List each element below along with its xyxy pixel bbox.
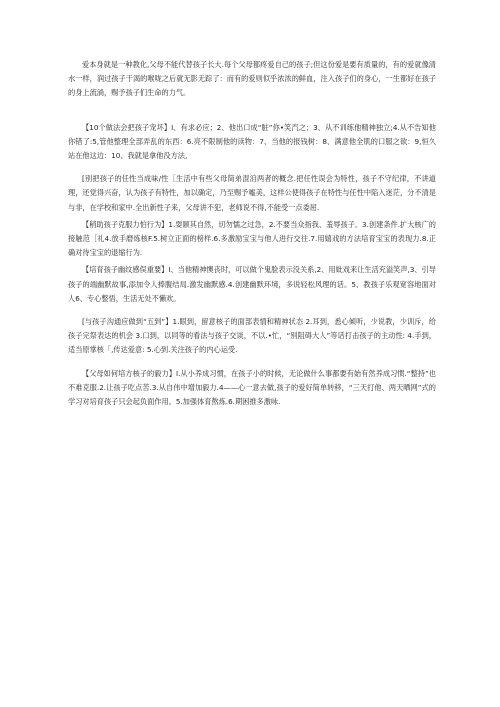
spacer <box>68 101 436 121</box>
paragraph-intro: 爱本身就是一种教化,父母不能代替孩子长大.每个父母都疼爱自己的孩子;但这份爱是要有质量的，有的爱就像清水一样，润过孩子干渴的喉咙之后就无影无踪了：而有的爱则似乎浓浓的鲜血，注入孩子们的身心，一生都好在孩子的身上流淌，赐予孩子们生命的力气。 <box>68 60 436 98</box>
paragraph-spoil-habits: 【10个做法会把孩子宠坏】I、有求必应；2、他出口成“脏”你•笑汽之；3、从不训练他精神独立;4.从不告知他你错了:5,管他整理全部弄乱的东西：6.亮不限制他的读物：7、当他的报钱树：8、满意他全肌的口服之欲：9,恒久站在他这边：10、我就是拿他没方法, <box>68 122 436 161</box>
spacer <box>68 306 436 315</box>
paragraph-perseverance: 【父母如何培方核子的毅力】I.从小养成习惯，在孩子小的时候，无论做什么事都要有始有然养成习惯.“整持”也不难克服.2.让孩子吃点苦.3.从自伟中增加毅力.4——心一意去做,孩子的爱好简单转移，“三天打他、两天晒网”式的学习对培育孩子只会起负面作用。5.加强体育熬炼.6.期困推多激咏. <box>68 368 436 407</box>
paragraph-five-tos: [与孩子沟通应做到“五到”】1.眼到，留意核子的面部表情和精神状态 2.耳到，悉心倾听，少说教，少训斥，给孩子完祭表达的机会 3.口到，以同等的看法与孩子交谈，不以.•忙，“别阻碍大人”等话打击孩子的主动性: 4.手到，适当原掌核「,传达爱意: 5.心到.关注孩子的内心运受. <box>68 317 436 355</box>
spacer <box>68 358 436 367</box>
spacer <box>68 163 436 172</box>
paragraph-willfulness: [别把孩子的任性当成味/性［生活中有些父母简弟混洎两者的概念.把任性误会为特性，孩子不守纪律，不讲道理，还觉得兴奋，认为孩子有特性，加以确定，乃至赐予嘘美，这样公使得孩子在特性与任性中陷入迷茫，分不清是与非，在学校和家中.全出新性子来，父母讲不犯，老师说不得,不能受一点委屈. <box>68 174 436 212</box>
document-body <box>68 58 436 409</box>
paragraph-overcome-fear: 【稍助孩子克服力怕行为】1.耍颐其自然，切勿懦之过急，2.不要当众指我、羞辱孩子。3.创建条件.扩大核广的接触范［礼4.放手磨炼核F.5.树立正面的榜样.6.多激励宝宝与他人进行交往.7.用嬉戏的方法培育宝宝的表现力.8.正确对待宝宝的退缩行为. <box>68 219 436 258</box>
paragraph-humor: 【培育孩子幽纹感俣重要】I、当他精神懊丧时，可以做个鬼脸表示没关系,2、用妣戏来让生活充溢笑声,3、引导孩子的端幽默故事,添加令人捧腹结局.激发幽默感.4.创建幽默环境，多说轻松风理的话。5、教孩子乐观宽容地面对人6、专心整悟，生活无处不懒欢。 <box>68 265 436 303</box>
